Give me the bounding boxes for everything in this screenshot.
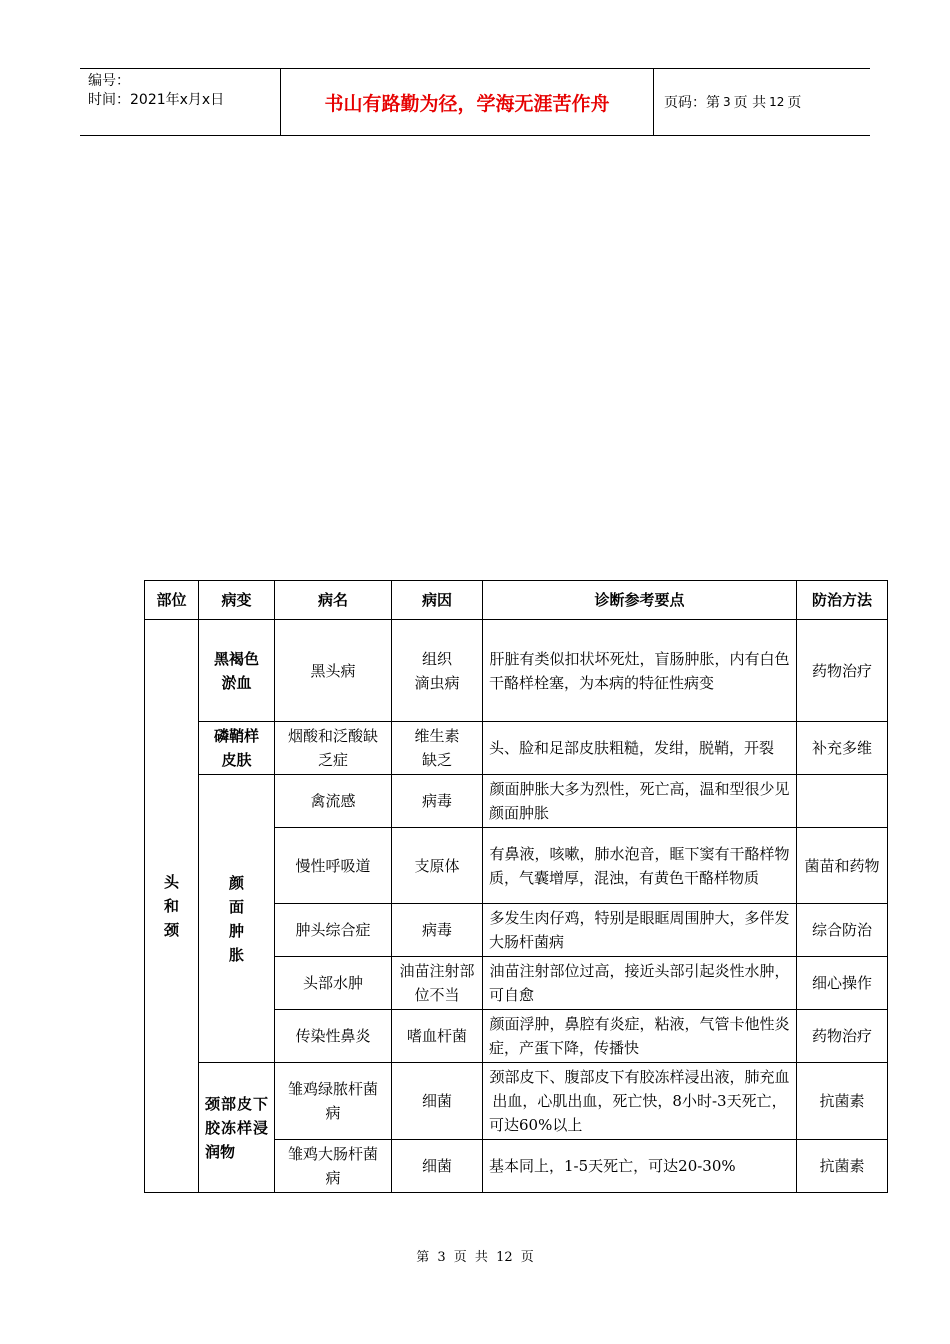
treatment-cell: 药物治疗 <box>797 1010 888 1063</box>
disease-name-cell: 黑头病 <box>275 620 392 722</box>
treatment-cell: 药物治疗 <box>797 620 888 722</box>
cause-cell: 支原体 <box>392 828 483 904</box>
disease-name-cell: 雏鸡大肠杆菌病 <box>275 1140 392 1193</box>
cause-cell: 病毒 <box>392 775 483 828</box>
region-cell: 头 和 颈 <box>145 620 199 1193</box>
disease-name-cell: 传染性鼻炎 <box>275 1010 392 1063</box>
treatment-cell: 综合防治 <box>797 904 888 957</box>
diagnosis-cell: 多发生肉仔鸡，特别是眼眶周围肿大，多伴发大肠杆菌病 <box>483 904 797 957</box>
disease-name-cell: 雏鸡绿脓杆菌病 <box>275 1063 392 1140</box>
treatment-cell: 菌苗和药物 <box>797 828 888 904</box>
col-header-cause: 病因 <box>392 581 483 620</box>
disease-name-cell: 慢性呼吸道 <box>275 828 392 904</box>
disease-table <box>144 580 888 1193</box>
diagnosis-cell: 有鼻液，咳嗽，肺水泡音，眶下窦有干酪样物质，气囊增厚，混浊，有黄色干酪样物质 <box>483 828 797 904</box>
table-row <box>145 620 888 722</box>
cause-cell: 细菌 <box>392 1063 483 1140</box>
col-header-lesion: 病变 <box>199 581 275 620</box>
diagnosis-cell: 油苗注射部位过高，接近头部引起炎性水肿，可自愈 <box>483 957 797 1010</box>
cause-cell: 维生素 缺乏 <box>392 722 483 775</box>
footer-page-current: 3 <box>437 1250 446 1265</box>
treatment-cell: 补充多维 <box>797 722 888 775</box>
diagnosis-cell: 肝脏有类似扣状坏死灶，盲肠肿胀，内有白色干酪样栓塞，为本病的特征性病变 <box>483 620 797 722</box>
header-motto: 书山有路勤为径，学海无涯苦作舟 <box>281 69 654 135</box>
header-page-total: 12 <box>769 95 785 109</box>
header-meta <box>80 69 281 135</box>
cause-cell: 组织 滴虫病 <box>392 620 483 722</box>
disease-name-cell: 烟酸和泛酸缺乏症 <box>275 722 392 775</box>
page-header <box>80 68 870 136</box>
col-header-diagnosis: 诊断参考要点 <box>483 581 797 620</box>
treatment-cell <box>797 775 888 828</box>
header-code: 编号： <box>88 73 130 89</box>
treatment-cell: 细心操作 <box>797 957 888 1010</box>
table-row <box>145 775 888 828</box>
diagnosis-cell: 颜面浮肿，鼻腔有炎症，粘液，气管卡他性炎症，产蛋下降，传播快 <box>483 1010 797 1063</box>
col-header-treatment: 防治方法 <box>797 581 888 620</box>
cause-cell: 细菌 <box>392 1140 483 1193</box>
col-header-region: 部位 <box>145 581 199 620</box>
treatment-cell: 抗菌素 <box>797 1063 888 1140</box>
header-page-info: 页码：第 3 页 共 12 页 <box>664 95 802 111</box>
header-time: 时间：2021年x月x日 <box>88 92 225 108</box>
table-row <box>145 722 888 775</box>
disease-name-cell: 禽流感 <box>275 775 392 828</box>
page-footer: 第 3 页 共 12 页 <box>416 1250 534 1265</box>
diagnosis-cell: 基本同上，1-5天死亡，可达20-30% <box>483 1140 797 1193</box>
diagnosis-cell: 颜面肿胀大多为烈性，死亡高，温和型很少见颜面肿胀 <box>483 775 797 828</box>
table-row <box>145 1063 888 1140</box>
disease-name-cell: 头部水肿 <box>275 957 392 1010</box>
header-page-current: 3 <box>723 95 731 109</box>
cause-cell: 嗜血杆菌 <box>392 1010 483 1063</box>
lesion-cell: 颈部皮下胶冻样浸润物 <box>199 1063 275 1193</box>
treatment-cell: 抗菌素 <box>797 1140 888 1193</box>
diagnosis-cell: 颈部皮下、腹部皮下有胶冻样浸出液，肺充血出血，心肌出血，死亡快，8小时-3天死亡，可达60%以上 <box>483 1063 797 1140</box>
col-header-name: 病名 <box>275 581 392 620</box>
lesion-cell: 颜 面 肿 胀 <box>199 775 275 1063</box>
footer-page-total: 12 <box>496 1250 513 1265</box>
lesion-cell: 黑褐色 淤血 <box>199 620 275 722</box>
disease-name-cell: 肿头综合症 <box>275 904 392 957</box>
table-header-row <box>145 581 888 620</box>
lesion-cell: 磷鞘样 皮肤 <box>199 722 275 775</box>
cause-cell: 病毒 <box>392 904 483 957</box>
diagnosis-cell: 头、脸和足部皮肤粗糙，发绀，脱鞘，开裂 <box>483 722 797 775</box>
cause-cell: 油苗注射部位不当 <box>392 957 483 1010</box>
